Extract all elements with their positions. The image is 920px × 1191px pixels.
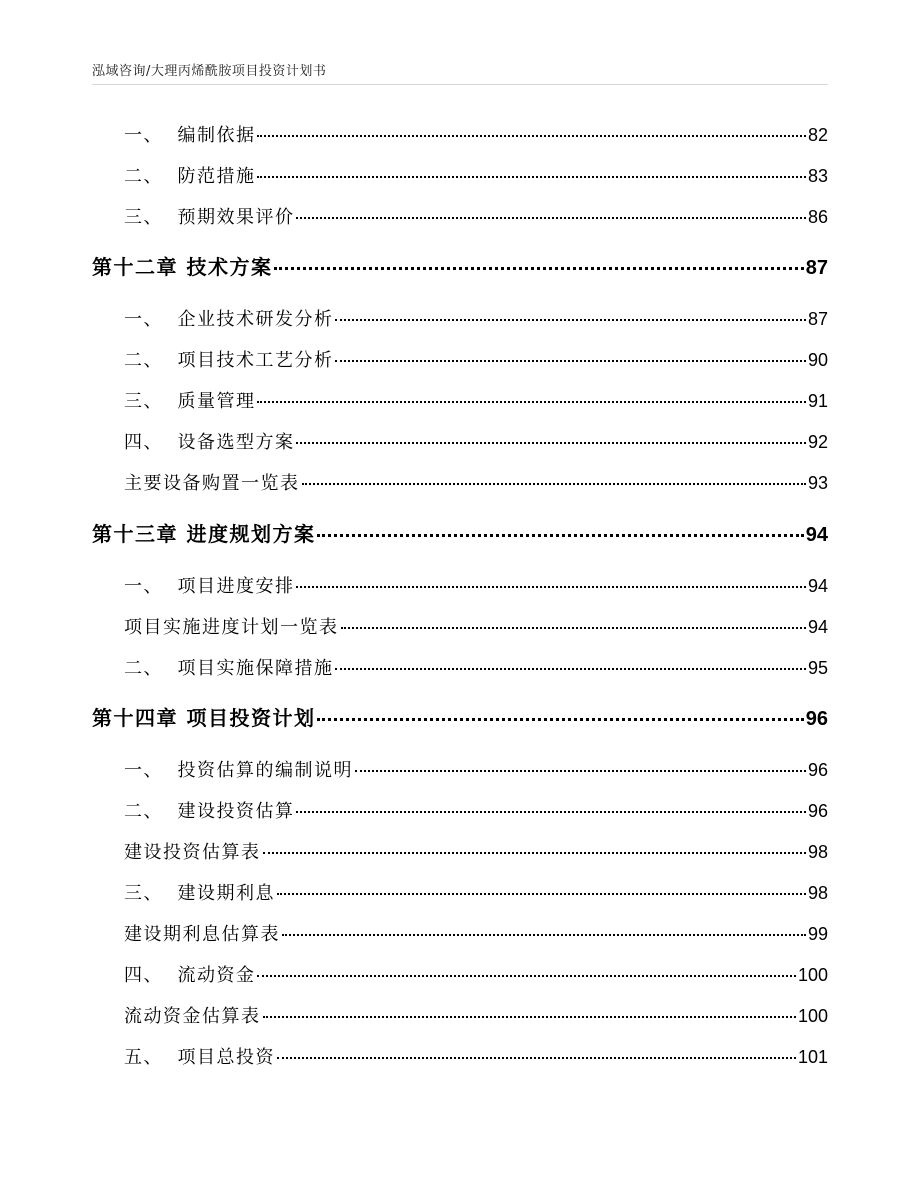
toc-entry-page: 95	[807, 658, 828, 678]
toc-chapter-page: 94	[805, 524, 828, 546]
toc-entry[interactable]	[124, 348, 828, 373]
toc-entry[interactable]	[124, 758, 828, 783]
toc-entry-title: 项目实施进度计划一览表	[124, 617, 339, 638]
toc-entry-page: 94	[807, 576, 828, 596]
toc-dot-leader	[277, 1057, 796, 1059]
toc-dot-leader	[317, 718, 803, 721]
toc-entry[interactable]	[124, 164, 828, 189]
toc-dot-leader	[341, 627, 806, 629]
toc-chapter-title: 第十三章 进度规划方案	[92, 522, 316, 546]
toc-entry[interactable]	[124, 471, 828, 496]
toc-entry-page: 93	[807, 473, 828, 493]
toc-entry-page: 94	[807, 617, 828, 637]
toc-entry[interactable]	[124, 307, 828, 332]
toc-entry[interactable]	[124, 1045, 828, 1070]
toc-entry-title: 二、 项目技术工艺分析	[124, 350, 334, 371]
toc-dot-leader	[274, 267, 803, 270]
toc-entry[interactable]	[124, 430, 828, 455]
toc-dot-leader	[296, 217, 806, 219]
toc-dot-leader	[257, 176, 806, 178]
toc-entry[interactable]	[124, 656, 828, 681]
toc-dot-leader	[282, 934, 806, 936]
toc-entry-page: 87	[807, 309, 828, 329]
toc-chapter-entry[interactable]	[92, 522, 828, 547]
toc-entry-title: 四、 流动资金	[124, 965, 256, 986]
toc-entry-page: 101	[797, 1047, 828, 1067]
toc-entry[interactable]	[124, 615, 828, 640]
toc-entry-title: 一、 企业技术研发分析	[124, 309, 334, 330]
toc-entry-page: 98	[807, 883, 828, 903]
toc-entry-page: 92	[807, 432, 828, 452]
toc-entry-page: 83	[807, 166, 828, 186]
toc-dot-leader	[317, 534, 803, 537]
toc-entry-page: 100	[797, 965, 828, 985]
toc-dot-leader	[263, 1016, 796, 1018]
toc-entry-title: 一、 编制依据	[124, 125, 256, 146]
toc-entry-page: 90	[807, 350, 828, 370]
toc-entry-title: 二、 防范措施	[124, 166, 256, 187]
toc-dot-leader	[296, 811, 806, 813]
toc-entry[interactable]	[124, 1004, 828, 1029]
toc-dot-leader	[296, 586, 806, 588]
toc-entry-title: 三、 预期效果评价	[124, 207, 295, 228]
toc-entry-page: 96	[807, 760, 828, 780]
toc-entry[interactable]	[124, 389, 828, 414]
toc-chapter-title: 第十二章 技术方案	[92, 255, 273, 279]
toc-entry-page: 91	[807, 391, 828, 411]
toc-entry-title: 建设投资估算表	[124, 842, 261, 863]
toc-entry[interactable]	[124, 963, 828, 988]
toc-entry-page: 82	[807, 125, 828, 145]
toc-entry-page: 96	[807, 801, 828, 821]
toc-entry-title: 五、 项目总投资	[124, 1047, 275, 1068]
toc-entry-title: 主要设备购置一览表	[124, 473, 300, 494]
toc-entry[interactable]	[124, 205, 828, 230]
running-header: 泓域咨询/大理丙烯酰胺项目投资计划书	[92, 64, 327, 79]
toc-dot-leader	[296, 442, 806, 444]
toc-entry[interactable]	[124, 574, 828, 599]
toc-entry-title: 二、 项目实施保障措施	[124, 658, 334, 679]
toc-chapter-page: 87	[805, 257, 828, 279]
toc-entry[interactable]	[124, 922, 828, 947]
toc-dot-leader	[257, 401, 806, 403]
toc-dot-leader	[335, 360, 806, 362]
toc-dot-leader	[257, 135, 806, 137]
toc-dot-leader	[263, 852, 806, 854]
toc-entry-title: 一、 投资估算的编制说明	[124, 760, 353, 781]
toc-entry[interactable]	[124, 799, 828, 824]
toc-dot-leader	[302, 483, 806, 485]
toc-chapter-page: 96	[805, 708, 828, 730]
toc-dot-leader	[335, 319, 806, 321]
toc-entry-title: 一、 项目进度安排	[124, 576, 295, 597]
toc-entry-title: 二、 建设投资估算	[124, 801, 295, 822]
toc-chapter-entry[interactable]	[92, 706, 828, 731]
toc-entry-title: 四、 设备选型方案	[124, 432, 295, 453]
toc-entry-title: 三、 质量管理	[124, 391, 256, 412]
toc-entry-page: 86	[807, 207, 828, 227]
toc-entry[interactable]	[124, 840, 828, 865]
toc-dot-leader	[355, 770, 806, 772]
toc-entry[interactable]	[124, 881, 828, 906]
toc-entry-page: 98	[807, 842, 828, 862]
toc-dot-leader	[277, 893, 806, 895]
toc-chapter-entry[interactable]	[92, 255, 828, 280]
toc-entry[interactable]	[124, 123, 828, 148]
toc-dot-leader	[335, 668, 806, 670]
toc-entry-title: 流动资金估算表	[124, 1006, 261, 1027]
toc-dot-leader	[257, 975, 796, 977]
toc-entry-page: 100	[797, 1006, 828, 1026]
toc-entry-title: 建设期利息估算表	[124, 924, 280, 945]
toc-chapter-title: 第十四章 项目投资计划	[92, 706, 316, 730]
toc-entry-page: 99	[807, 924, 828, 944]
toc-entry-title: 三、 建设期利息	[124, 883, 275, 904]
